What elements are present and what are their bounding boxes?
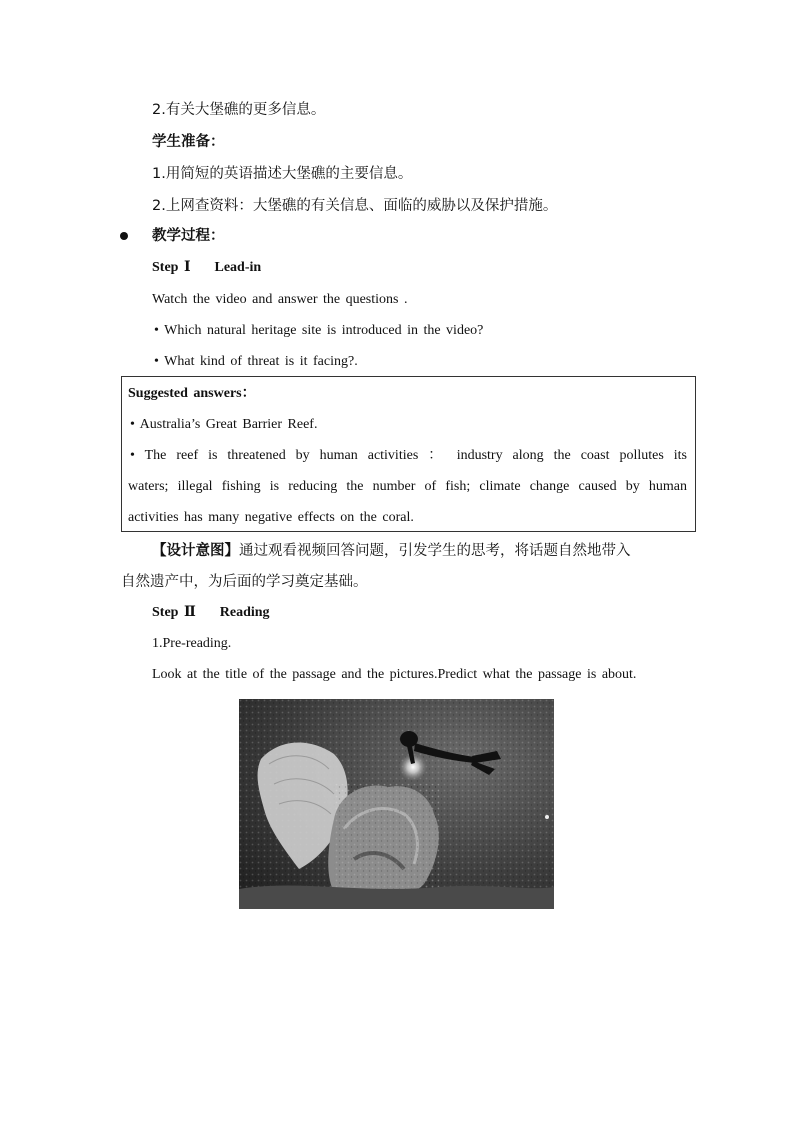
answer-line-2: • The reef is threatened by human activities ： industry along the coast pollutes its <box>130 448 687 463</box>
step1-instruction: Watch the video and answer the questions . <box>152 292 408 307</box>
student-prep-item-1: 1.用简短的英语描述大堡礁的主要信息。 <box>152 166 413 182</box>
reef-diver-illustration <box>239 699 554 909</box>
answer-line-1: • Australia’s Great Barrier Reef. <box>130 417 318 432</box>
step1-title: Lead-in <box>214 260 262 275</box>
pre-reading-instruction: Look at the title of the passage and the pictures.Predict what the passage is about. <box>152 667 637 682</box>
design-intent-tag: 【设计意图】 <box>152 543 239 559</box>
suggested-answers-heading: Suggested answers： <box>128 386 256 401</box>
bullet-icon <box>120 232 128 240</box>
student-prep-heading: 学生准备： <box>152 134 225 150</box>
step2-heading <box>152 603 270 623</box>
answer-line-4: activities has many negative effects on the coral. <box>128 510 414 525</box>
suggested-answers-box <box>121 376 696 532</box>
step2-label: Step Ⅱ <box>152 605 196 620</box>
reef-diver-photo <box>239 699 554 909</box>
teacher-prep-item-2: 2.有关大堡礁的更多信息。 <box>152 102 326 118</box>
pre-reading-label: 1.Pre-reading. <box>152 636 232 651</box>
teaching-process-heading: 教学过程： <box>152 228 225 244</box>
step1-heading <box>152 258 261 278</box>
answer-line-3: waters; illegal fishing is reducing the number of fish; climate change caused by human <box>128 479 687 494</box>
design-intent-text-1: 通过观看视频回答问题，引发学生的思考，将话题自然地带入 <box>239 543 631 559</box>
student-prep-item-2: 2.上网查资料：大堡礁的有关信息、面临的威胁以及保护措施。 <box>152 198 558 214</box>
design-intent-line-1 <box>152 541 631 561</box>
step1-question-1: • Which natural heritage site is introduced in the video? <box>154 323 484 338</box>
step2-title: Reading <box>219 605 270 620</box>
step1-question-2: • What kind of threat is it facing?. <box>154 354 358 369</box>
design-intent-line-2: 自然遗产中，为后面的学习奠定基础。 <box>121 574 368 590</box>
step1-label: Step Ⅰ <box>152 260 191 275</box>
